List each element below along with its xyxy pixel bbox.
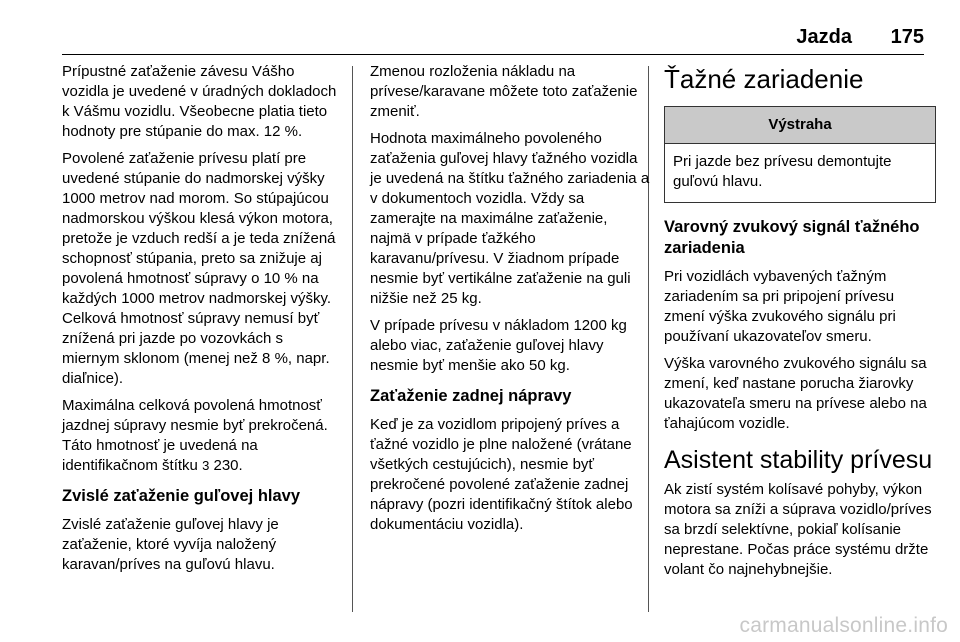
watermark: carmanualsonline.info	[739, 614, 948, 637]
paragraph-stability: Ak zistí systém kolísavé pohyby, výkon motora sa zníži a súprava vozidlo/príves sa brzdí selektívne, pokiaľ kolísanie neprestane. Počas práce systému držte volant čo najnehybnejšie.	[664, 481, 932, 578]
column-3	[664, 62, 936, 587]
column-2	[370, 62, 650, 542]
paragraph-trailer-load: Prípustné zaťaženie závesu Vášho vozidla je uvedené v úradných dokladoch k Vášmu vozidlu. Všeobecne platia tieto hodnoty pre stúpanie do max. 12 %.	[62, 63, 337, 140]
page-header	[0, 0, 960, 56]
column-divider-1	[352, 66, 353, 612]
paragraph-altitude: Povolené zaťaženie prívesu platí pre uvedené stúpanie do nadmorskej výšky 1000 metrov nad morom. So stúpajúcou nadmorskou výškou klesá výkon motora, pretože je vzduch redší a je teda znížená schopnosť stúpania, preto sa znižuje aj povolená hmotnosť súpravy o 10 % na každých 1000 metrov nadmorskej výšky. Celková hmotnosť súpravy nemusí byť znížená pri jazde po vozovkách s miernym sklonom (menej než 8 %, napr. diaľnice).	[62, 150, 336, 387]
paragraph-max-weight	[62, 396, 342, 476]
warning-body: Pri jazde bez prívesu demontujte guľovú hlavu.	[673, 153, 892, 190]
heading-rear-axle: Zaťaženie zadnej nápravy	[370, 387, 572, 405]
paragraph-signal-2: Výška varovného zvukového signálu sa zmení, keď nastane porucha žiarovky ukazovateľa smeru na prívese alebo na ťahajúcom vozidle.	[664, 355, 927, 432]
column-1	[62, 62, 342, 582]
paragraph-heavy-trailer: V prípade prívesu v nákladom 1200 kg alebo viac, zaťaženie guľovej hlavy nesmie byť menšie ako 50 kg.	[370, 317, 627, 374]
heading-towbar: Ťažné zariadenie	[664, 64, 864, 94]
section-title: Jazda	[796, 26, 852, 48]
paragraph-load-distribution: Zmenou rozloženia nákladu na prívese/karavane môžete toto zaťaženie zmeniť.	[370, 63, 638, 120]
page-number: 175	[890, 26, 924, 48]
max-weight-text: Maximálna celková povolená hmotnosť jazdnej súpravy nesmie byť prekročená. Táto hmotnosť je uvedená na identifikačnom štítku	[62, 397, 328, 474]
header-rule	[62, 54, 924, 55]
paragraph-vertical-load: Zvislé zaťaženie guľovej hlavy je zaťaženie, ktoré vyvíja naložený karavan/príves na guľovú hlavu.	[62, 516, 279, 573]
warning-box	[664, 106, 936, 203]
heading-vertical-load: Zvislé zaťaženie guľovej hlavy	[62, 487, 301, 505]
page-reference-link[interactable]: 230.	[213, 457, 243, 474]
paragraph-signal-1: Pri vozidlách vybavených ťažným zariadením sa pri pripojení prívesu zmení výška zvukového signálu pri používaní ukazovateľov smeru.	[664, 268, 896, 345]
page-reference-arrow-icon: 3	[202, 458, 210, 473]
paragraph-max-ball-load: Hodnota maximálneho povoleného zaťaženia guľovej hlavy ťažného vozidla je uvedená na štítku ťažného zariadenia a v dokumentoch vozidla. Vždy sa zamerajte na maximálne zaťaženie, najmä v prípade ťažkého karavanu/prívesu. V žiadnom prípade nesmie byť vertikálne zaťaženie na guli nižšie než 25 kg.	[370, 130, 650, 307]
paragraph-rear-axle: Keď je za vozidlom pripojený príves a ťažné vozidlo je plne naložené (vrátane všetkých cestujúcich), nesmie byť prekročené povolené zaťaženie zadnej nápravy (pozri identifikačný štítok alebo dokumentáciu vozidla).	[370, 416, 633, 533]
warning-title: Výstraha	[665, 107, 935, 144]
heading-stability-assist: Asistent stability prívesu	[664, 446, 933, 474]
heading-warning-signal: Varovný zvukový signál ťažného zariadenia	[664, 218, 920, 257]
